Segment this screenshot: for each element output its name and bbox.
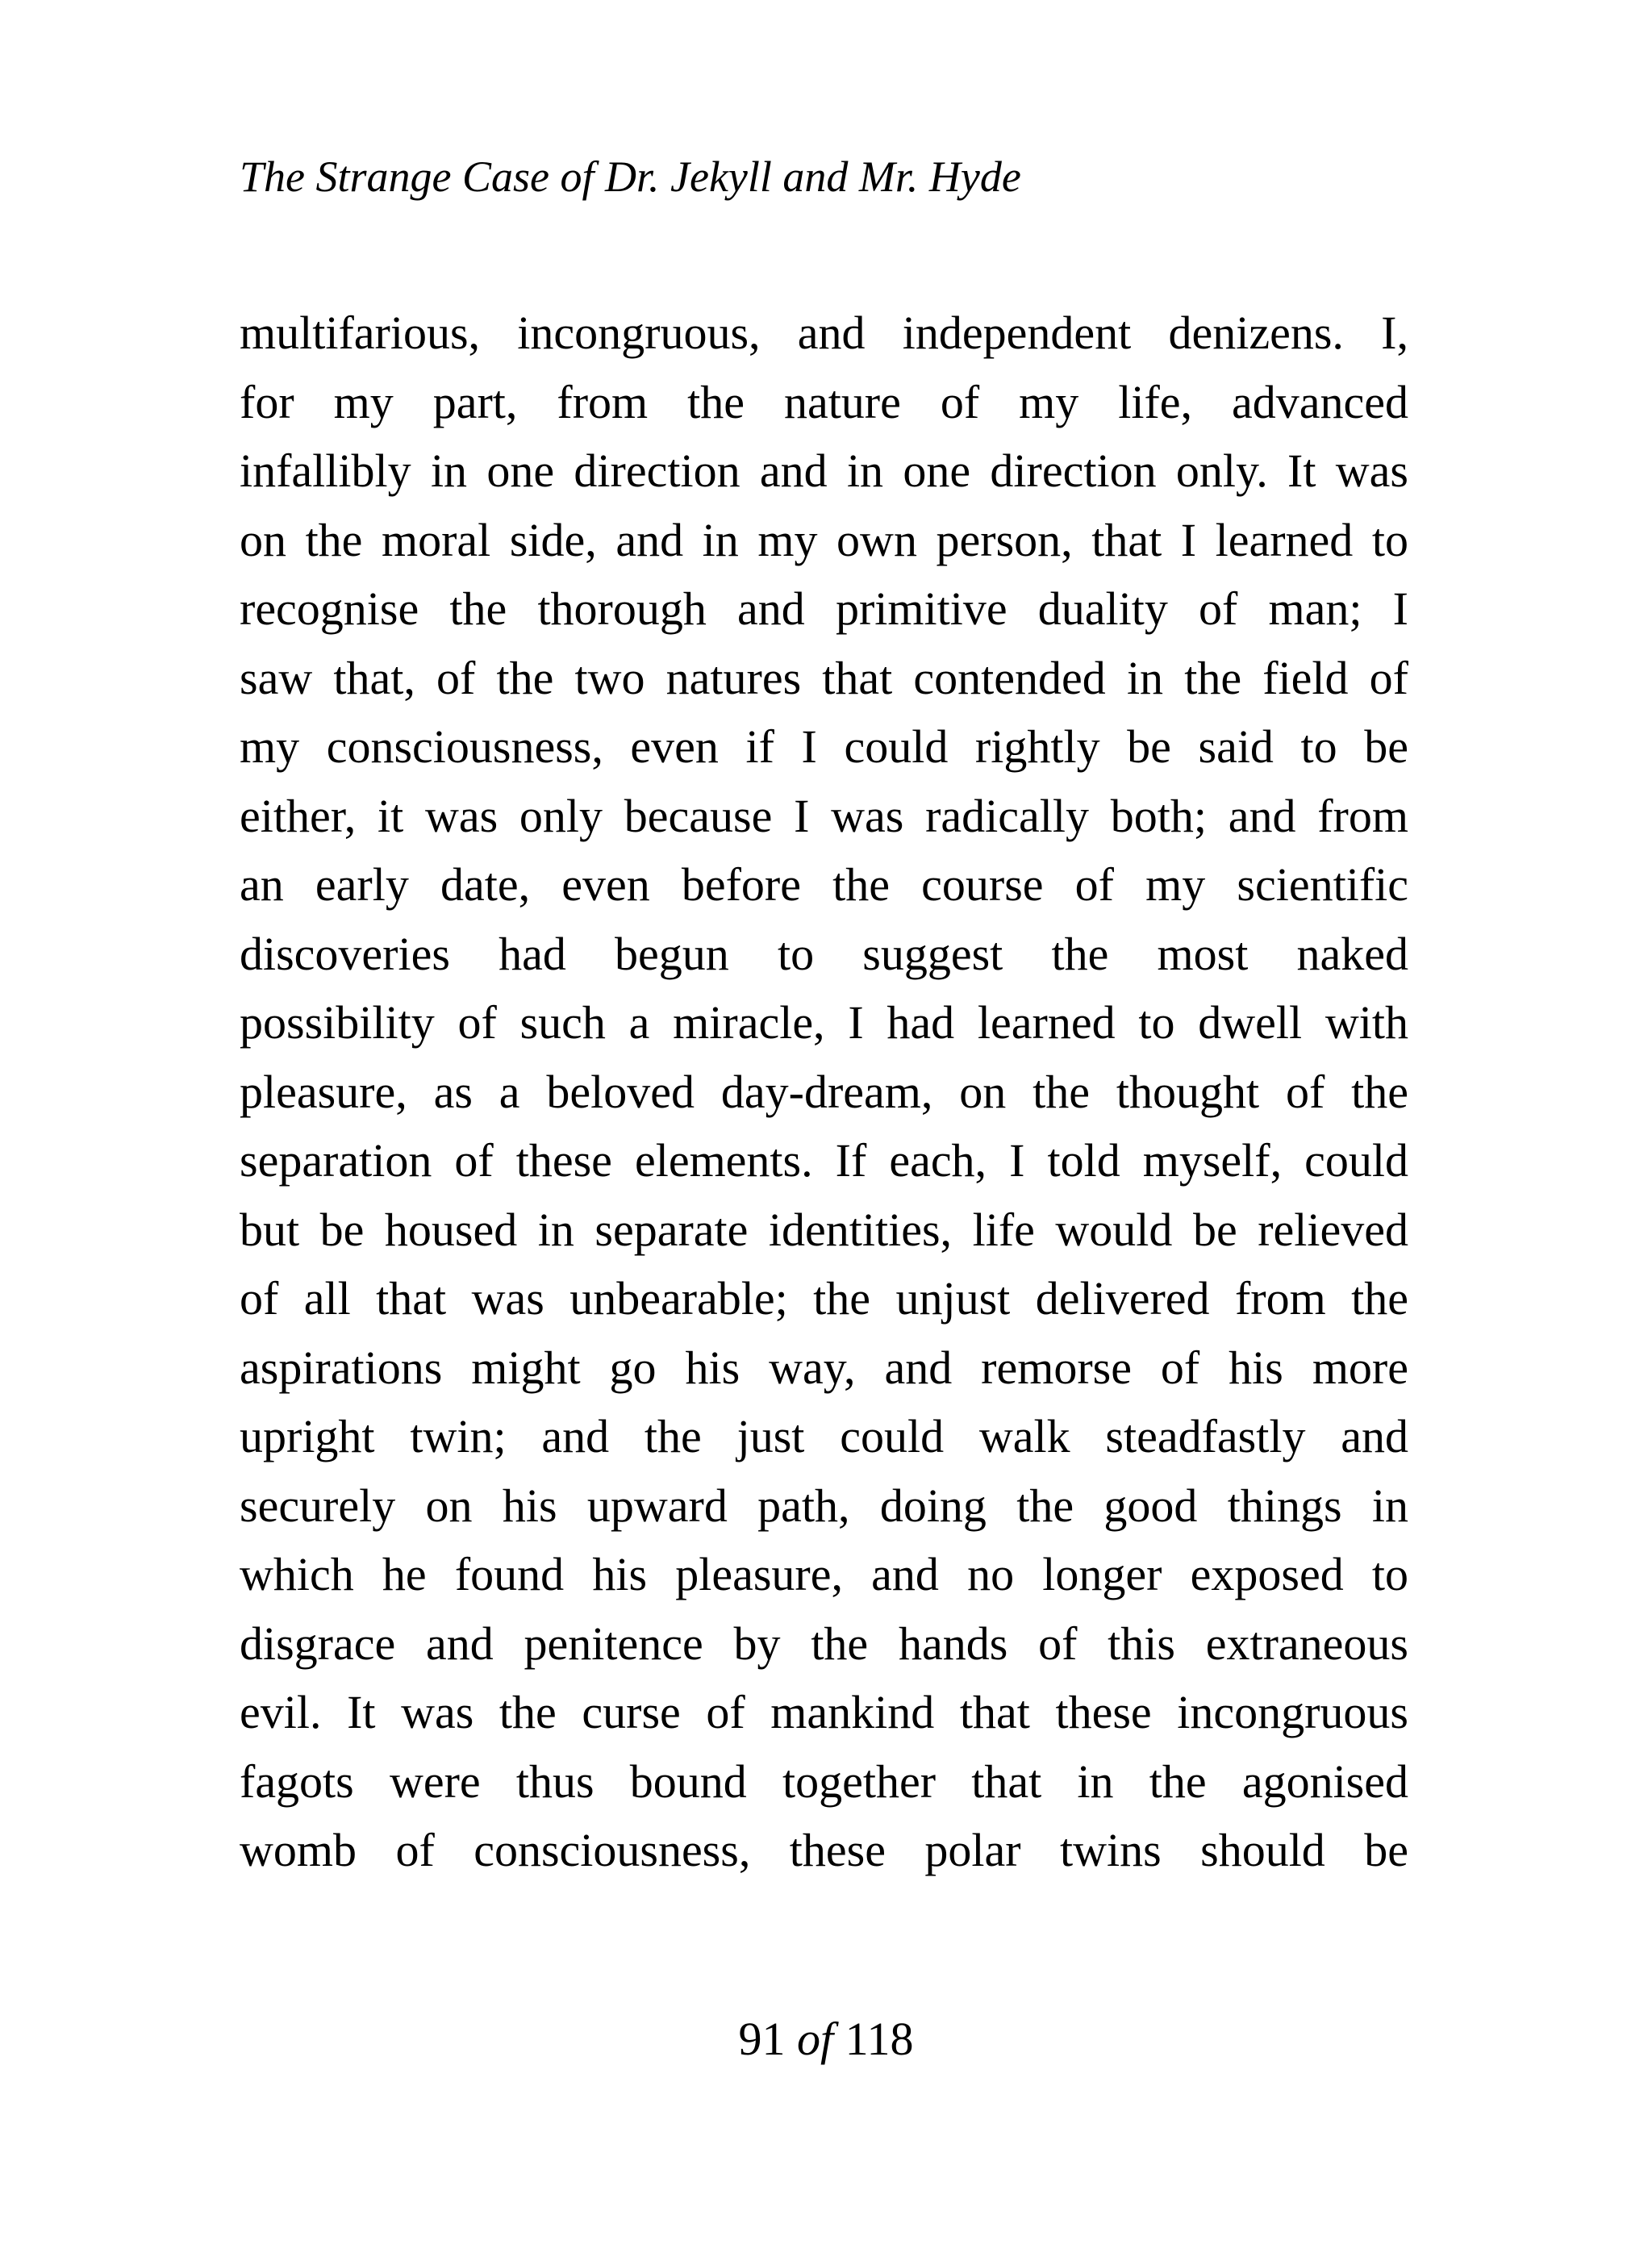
text-line: an early date, even before the course of my scientific: [240, 858, 1408, 911]
text-line: infallibly in one direction and in one direction only. It was: [240, 444, 1408, 497]
text-line: on the moral side, and in my own person, that I learned to: [240, 513, 1408, 566]
text-line: multifarious, incongruous, and independent denizens. I,: [240, 307, 1408, 359]
running-header-title: The Strange Case of Dr. Jekyll and Mr. Hyde: [240, 152, 1021, 201]
text-line: my consciousness, even if I could rightly be said to be: [240, 720, 1408, 773]
text-line: pleasure, as a beloved day-dream, on the thought of the: [240, 1065, 1408, 1118]
text-line: aspirations might go his way, and remorse of his more: [240, 1341, 1408, 1394]
text-line: recognise the thorough and primitive duality of man; I: [240, 582, 1408, 635]
text-line: securely on his upward path, doing the good things in: [240, 1479, 1408, 1532]
text-line: saw that, of the two natures that contended in the field of: [240, 651, 1408, 704]
text-line: which he found his pleasure, and no longer exposed to: [240, 1548, 1408, 1600]
page-number: [0, 2007, 1652, 2072]
text-line: fagots were thus bound together that in the agonised: [240, 1754, 1408, 1808]
text-line: evil. It was the curse of mankind that these incongruous: [240, 1686, 1408, 1738]
text-line: disgrace and penitence by the hands of this extraneous: [240, 1617, 1408, 1670]
body-text: [240, 298, 1408, 1885]
total-pages-number: 118: [845, 2013, 914, 2065]
text-line: upright twin; and the just could walk steadfastly and: [240, 1410, 1408, 1462]
text-line: either, it was only because I was radically both; and from: [240, 789, 1408, 842]
text-line: discoveries had begun to suggest the most naked: [240, 927, 1408, 980]
text-line: separation of these elements. If each, I told myself, could: [240, 1134, 1408, 1187]
current-page-number: 91: [738, 2013, 786, 2065]
text-line: but be housed in separate identities, life would be relieved: [240, 1203, 1408, 1256]
text-line: possibility of such a miracle, I had learned to dwell with: [240, 996, 1408, 1049]
text-line: womb of consciousness, these polar twins should be: [240, 1824, 1408, 1876]
text-line: for my part, from the nature of my life, advanced: [240, 375, 1408, 428]
text-line: of all that was unbearable; the unjust delivered from the: [240, 1272, 1408, 1325]
page-of-label: of: [797, 2013, 834, 2065]
